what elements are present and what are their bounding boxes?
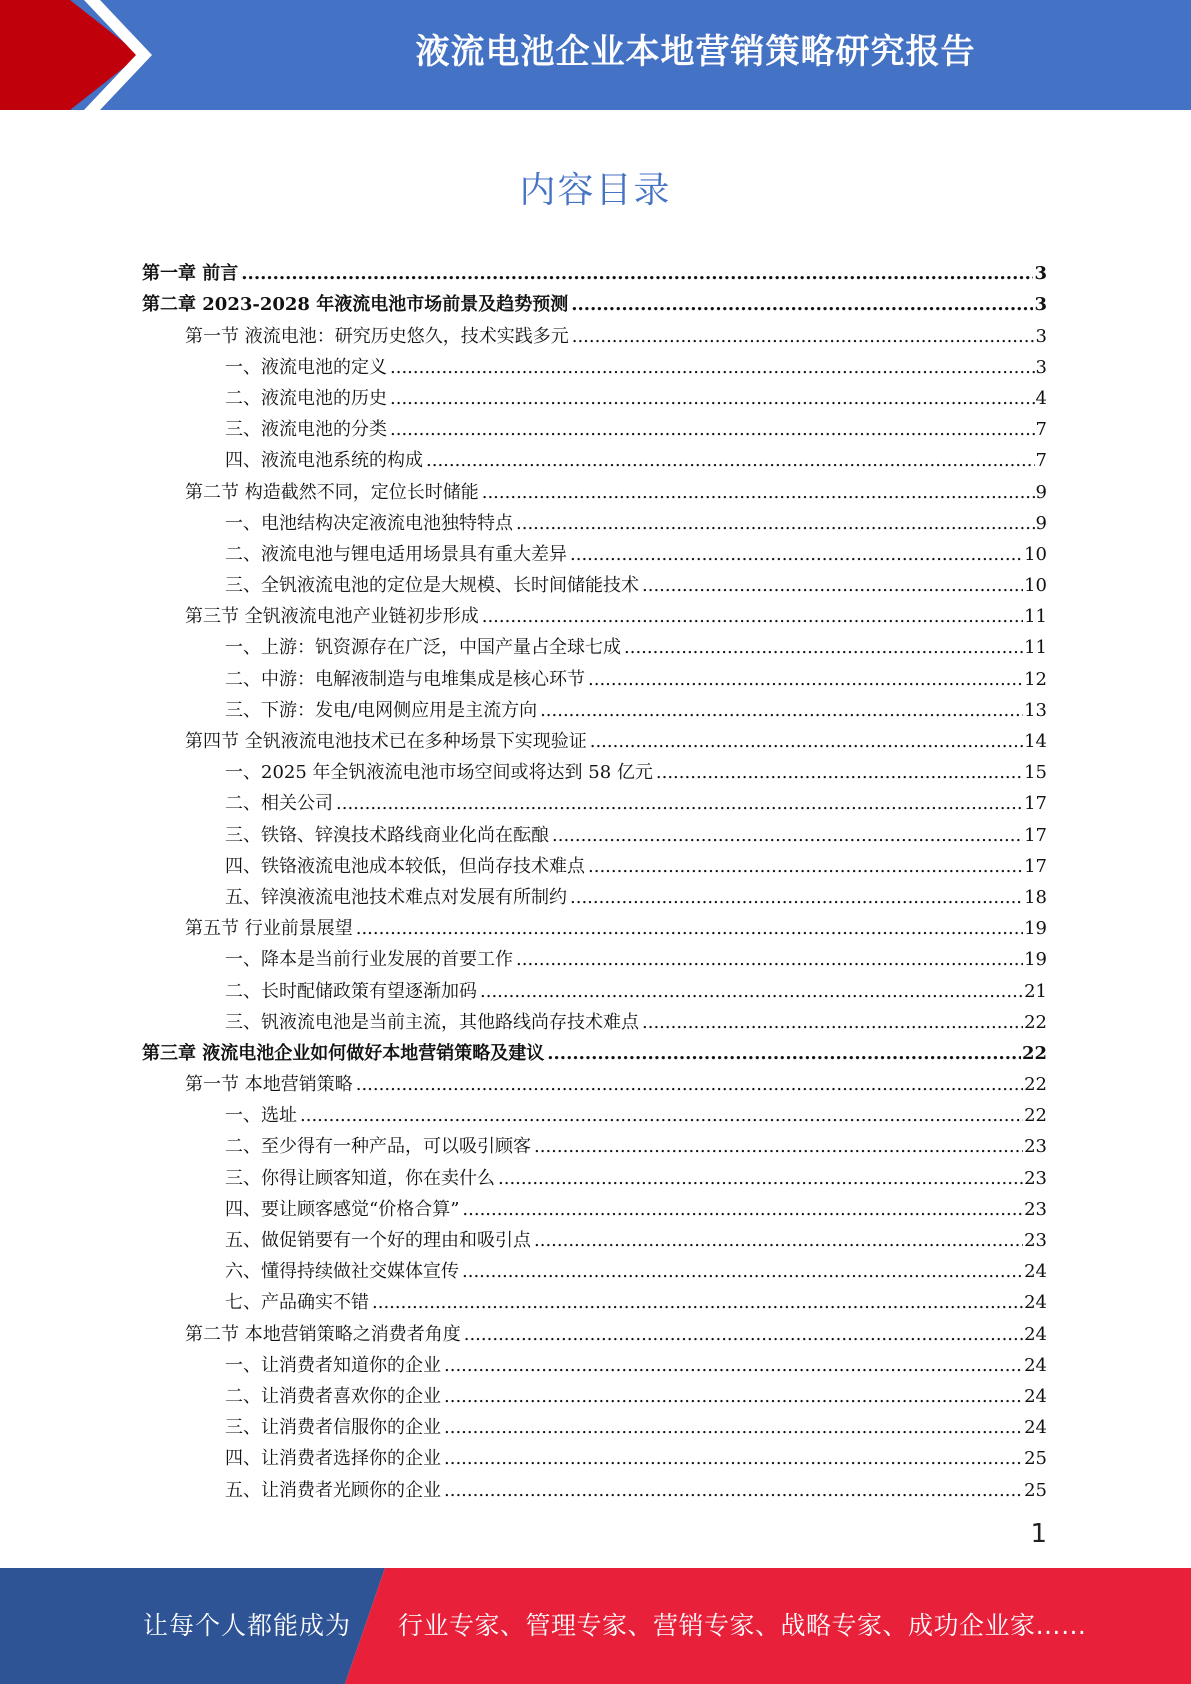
toc-leader-dots — [444, 1417, 1023, 1439]
toc-entry-page: 25 — [1024, 1448, 1047, 1470]
toc-leader-dots — [426, 450, 1035, 472]
toc-leader-dots — [390, 357, 1035, 379]
toc-leader-dots — [390, 419, 1035, 441]
toc-leader-dots — [444, 1480, 1023, 1502]
toc-entry[interactable] — [142, 691, 1047, 722]
toc-leader-dots — [590, 731, 1023, 753]
toc-entry[interactable] — [142, 784, 1047, 815]
toc-entry-page: 22 — [1024, 1105, 1047, 1127]
toc-entry[interactable] — [142, 535, 1047, 566]
toc-leader-dots — [534, 1230, 1023, 1252]
toc-entry-title: 二、长时配储政策有望逐渐加码 — [225, 980, 477, 1002]
toc-entry[interactable] — [142, 1065, 1047, 1096]
toc-entry-title: 第一章 前言 — [142, 263, 239, 285]
toc-entry-page: 23 — [1024, 1230, 1047, 1251]
toc-entry-page: 11 — [1024, 606, 1047, 628]
toc-entry-title: 三、让消费者信服你的企业 — [225, 1417, 441, 1439]
toc-entry-title: 一、电池结构决定液流电池独特特点 — [225, 512, 513, 534]
toc-entry-title: 三、下游：发电/电网侧应用是主流方向 — [225, 699, 538, 721]
toc-entry[interactable] — [142, 1158, 1047, 1189]
toc-entry-title: 三、你得让顾客知道，你在卖什么 — [225, 1167, 495, 1189]
toc-entry-title: 二、相关公司 — [225, 793, 333, 815]
toc-entry-title: 四、液流电池系统的构成 — [225, 450, 423, 472]
toc-entry-title: 一、降本是当前行业发展的首要工作 — [225, 949, 513, 971]
toc-leader-dots — [462, 1261, 1023, 1283]
toc-entry[interactable] — [142, 909, 1047, 940]
toc-leader-dots — [444, 1386, 1023, 1408]
toc-leader-dots — [547, 1043, 1021, 1065]
toc-entry[interactable] — [142, 1408, 1047, 1439]
toc-entry-page: 10 — [1024, 543, 1047, 565]
toc-entry-page: 14 — [1024, 731, 1047, 752]
toc-entry-page: 7 — [1035, 419, 1047, 441]
toc-entry-title: 第二章 2023-2028 年液流电池市场前景及趋势预测 — [142, 294, 569, 316]
toc-entry[interactable] — [142, 878, 1047, 909]
toc-leader-dots — [624, 637, 1023, 659]
toc-entry-title: 二、让消费者喜欢你的企业 — [225, 1385, 441, 1407]
toc-entry-title: 二、液流电池与锂电适用场景具有重大差异 — [225, 543, 567, 565]
toc-entry[interactable] — [142, 410, 1047, 441]
toc-entry[interactable] — [142, 659, 1047, 690]
toc-leader-dots — [482, 606, 1023, 628]
toc-entry[interactable] — [142, 597, 1047, 628]
toc-leader-dots — [516, 513, 1035, 535]
toc-entry[interactable] — [142, 1346, 1047, 1377]
toc-entry[interactable] — [142, 379, 1047, 410]
toc-entry-title: 五、让消费者光顾你的企业 — [225, 1479, 441, 1501]
toc-entry-page: 11 — [1024, 637, 1047, 659]
footer-slogan-right: 行业专家、管理专家、营销专家、战略专家、成功企业家…… — [398, 1611, 1087, 1640]
toc-entry-page: 24 — [1024, 1354, 1047, 1376]
toc-entry[interactable] — [142, 1252, 1047, 1283]
toc-entry-title: 第二节 构造截然不同，定位长时储能 — [185, 481, 479, 503]
toc-entry-title: 一、2025 年全钒液流电池市场空间或将达到 58 亿元 — [225, 762, 653, 784]
toc-entry[interactable] — [142, 504, 1047, 535]
toc-entry-page: 25 — [1024, 1479, 1047, 1501]
toc-entry-page: 12 — [1024, 668, 1047, 690]
footer-slogan-left: 让每个人都能成为 — [143, 1611, 352, 1640]
page-number: 1 — [1030, 1519, 1047, 1549]
toc-entry[interactable] — [142, 285, 1047, 316]
toc-entry-page: 9 — [1035, 481, 1047, 503]
toc-leader-dots — [534, 1136, 1023, 1158]
toc-entry[interactable] — [142, 348, 1047, 379]
toc-leader-dots — [588, 856, 1023, 878]
toc-entry-title: 一、上游：钒资源存在广泛，中国产量占全球七成 — [225, 637, 621, 659]
toc-entry-page: 10 — [1024, 575, 1047, 597]
table-of-contents — [142, 254, 1047, 1502]
toc-entry-page: 9 — [1035, 512, 1047, 534]
toc-entry[interactable] — [142, 1470, 1047, 1501]
toc-entry-title: 第三章 液流电池企业如何做好本地营销策略及建议 — [142, 1042, 545, 1064]
toc-entry-title: 四、铁铬液流电池成本较低，但尚存技术难点 — [225, 855, 585, 877]
toc-entry-page: 3 — [1035, 356, 1047, 378]
toc-entry-page: 22 — [1024, 1011, 1047, 1033]
toc-entry-page: 21 — [1024, 980, 1047, 1002]
toc-entry-title: 二、中游：电解液制造与电堆集成是核心环节 — [225, 668, 585, 690]
header-arrow-icon — [0, 0, 200, 110]
toc-entry[interactable] — [142, 971, 1047, 1002]
toc-leader-dots — [462, 1199, 1023, 1221]
toc-leader-dots — [572, 326, 1035, 348]
toc-entry[interactable] — [142, 1127, 1047, 1158]
toc-entry-title: 五、锌溴液流电池技术难点对发展有所制约 — [225, 886, 567, 908]
toc-leader-dots — [571, 294, 1033, 316]
toc-leader-dots — [570, 887, 1023, 909]
toc-entry-title: 二、液流电池的历史 — [225, 387, 387, 409]
toc-entry[interactable] — [142, 1190, 1047, 1221]
toc-entry[interactable] — [142, 815, 1047, 846]
toc-leader-dots — [588, 669, 1023, 691]
toc-entry-title: 一、选址 — [225, 1105, 297, 1127]
toc-entry-page: 23 — [1024, 1198, 1047, 1220]
toc-leader-dots — [241, 263, 1033, 285]
toc-entry[interactable] — [142, 847, 1047, 878]
toc-entry-page: 19 — [1024, 918, 1047, 940]
toc-entry-page: 19 — [1024, 949, 1047, 971]
toc-entry-page: 3 — [1035, 325, 1047, 347]
toc-entry-title: 第一节 液流电池：研究历史悠久，技术实践多元 — [185, 325, 569, 347]
toc-entry-page: 17 — [1024, 824, 1047, 846]
toc-entry[interactable] — [142, 1439, 1047, 1470]
toc-entry-page: 24 — [1024, 1323, 1047, 1345]
toc-entry[interactable] — [142, 1314, 1047, 1345]
toc-entry-title: 一、让消费者知道你的企业 — [225, 1354, 441, 1376]
toc-entry-title: 五、做促销要有一个好的理由和吸引点 — [225, 1230, 531, 1251]
toc-leader-dots — [480, 981, 1023, 1003]
toc-entry[interactable] — [142, 1221, 1047, 1252]
toc-entry-page: 13 — [1024, 699, 1047, 721]
toc-entry[interactable] — [142, 722, 1047, 753]
toc-entry[interactable] — [142, 441, 1047, 472]
toc-entry-title: 三、钒液流电池是当前主流，其他路线尚存技术难点 — [225, 1011, 639, 1033]
toc-entry[interactable] — [142, 1034, 1047, 1065]
toc-leader-dots — [356, 1074, 1023, 1096]
toc-leader-dots — [552, 825, 1023, 847]
toc-entry-page: 17 — [1024, 793, 1047, 815]
toc-entry-page: 24 — [1024, 1417, 1047, 1439]
toc-leader-dots — [498, 1168, 1023, 1190]
toc-entry[interactable] — [142, 628, 1047, 659]
toc-entry[interactable] — [142, 472, 1047, 503]
toc-entry-title: 三、铁铬、锌溴技术路线商业化尚在酝酿 — [225, 824, 549, 846]
toc-entry-page: 3 — [1034, 294, 1047, 316]
toc-entry-page: 4 — [1035, 387, 1047, 409]
toc-entry-page: 23 — [1024, 1136, 1047, 1158]
toc-entry-page: 24 — [1024, 1261, 1047, 1283]
toc-leader-dots — [642, 575, 1023, 597]
toc-entry-page: 18 — [1024, 886, 1047, 908]
toc-entry-page: 7 — [1035, 450, 1047, 472]
toc-entry-title: 三、全钒液流电池的定位是大规模、长时间储能技术 — [225, 575, 639, 597]
toc-entry[interactable] — [142, 254, 1047, 285]
toc-leader-dots — [540, 700, 1023, 722]
toc-entry-title: 四、让消费者选择你的企业 — [225, 1448, 441, 1470]
header-band — [0, 0, 1191, 110]
toc-entry-title: 第四节 全钒液流电池技术已在多种场景下实现验证 — [185, 731, 587, 752]
toc-entry[interactable] — [142, 940, 1047, 971]
toc-entry-page: 22 — [1024, 1074, 1047, 1096]
toc-entry-title: 第三节 全钒液流电池产业链初步形成 — [185, 606, 479, 628]
toc-entry-title: 第五节 行业前景展望 — [185, 918, 353, 940]
toc-entry-title: 三、液流电池的分类 — [225, 419, 387, 441]
toc-entry-title: 第二节 本地营销策略之消费者角度 — [185, 1323, 461, 1345]
toc-entry[interactable] — [142, 316, 1047, 347]
toc-entry-page: 3 — [1034, 263, 1047, 285]
toc-entry-page: 15 — [1024, 762, 1047, 784]
toc-leader-dots — [300, 1105, 1023, 1127]
report-title: 液流电池企业本地营销策略研究报告 — [415, 32, 976, 72]
toc-entry-page: 24 — [1024, 1292, 1047, 1314]
toc-entry[interactable] — [142, 1283, 1047, 1314]
toc-entry[interactable] — [142, 1003, 1047, 1034]
toc-leader-dots — [390, 388, 1035, 410]
toc-entry-page: 23 — [1024, 1167, 1047, 1189]
toc-entry-page: 24 — [1024, 1385, 1047, 1407]
toc-entry[interactable] — [142, 753, 1047, 784]
toc-entry-title: 二、至少得有一种产品，可以吸引顾客 — [225, 1136, 531, 1158]
toc-leader-dots — [516, 949, 1023, 971]
toc-leader-dots — [372, 1292, 1023, 1314]
footer-band — [0, 1568, 1191, 1684]
toc-entry-title: 七、产品确实不错 — [225, 1292, 369, 1314]
toc-entry[interactable] — [142, 1377, 1047, 1408]
toc-entry-title: 一、液流电池的定义 — [225, 356, 387, 378]
toc-leader-dots — [356, 918, 1023, 940]
toc-leader-dots — [444, 1355, 1023, 1377]
toc-leader-dots — [642, 1012, 1023, 1034]
toc-entry[interactable] — [142, 1096, 1047, 1127]
toc-leader-dots — [656, 762, 1023, 784]
toc-leader-dots — [482, 482, 1035, 504]
toc-leader-dots — [444, 1448, 1023, 1470]
toc-entry[interactable] — [142, 566, 1047, 597]
toc-leader-dots — [464, 1324, 1023, 1346]
toc-entry-title: 六、懂得持续做社交媒体宣传 — [225, 1261, 459, 1283]
toc-entry-title: 四、要让顾客感觉“价格合算” — [225, 1198, 460, 1220]
toc-entry-title: 第一节 本地营销策略 — [185, 1074, 353, 1096]
toc-entry-page: 17 — [1024, 855, 1047, 877]
toc-leader-dots — [336, 793, 1023, 815]
toc-entry-page: 22 — [1021, 1042, 1047, 1064]
toc-heading: 内容目录 — [519, 170, 672, 211]
toc-leader-dots — [570, 544, 1023, 566]
